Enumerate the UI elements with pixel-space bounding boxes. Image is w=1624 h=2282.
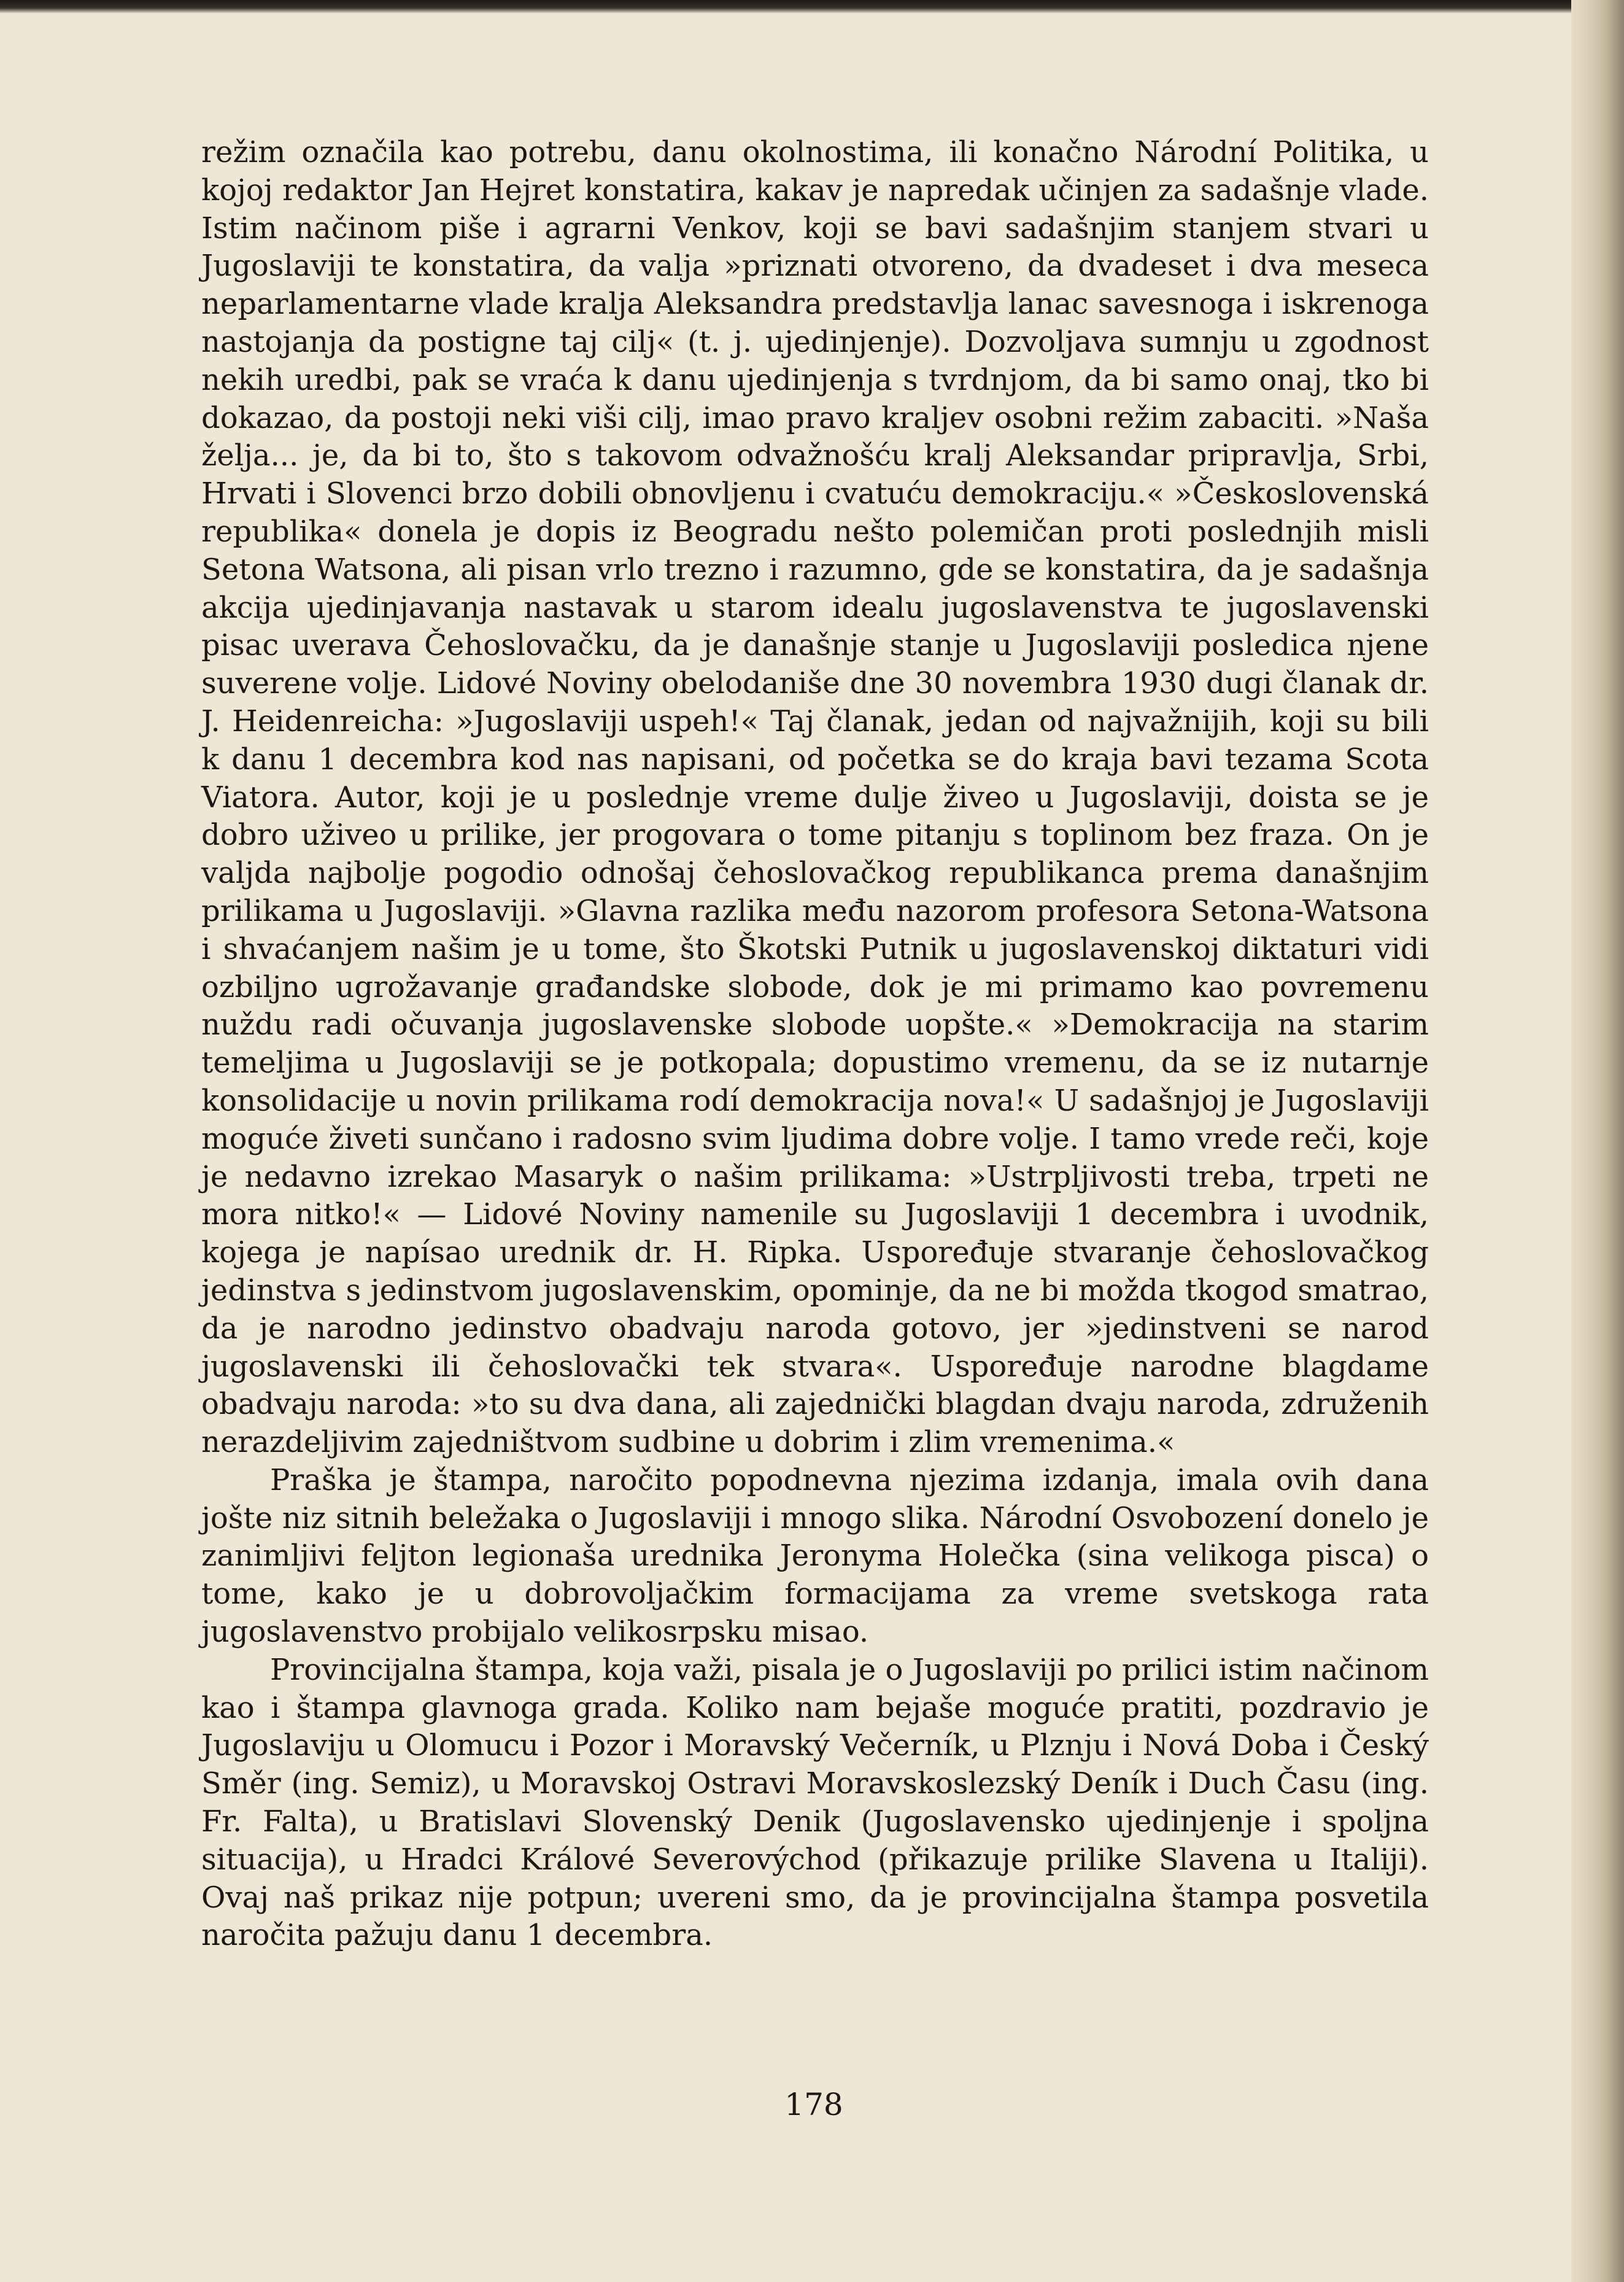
paragraph-3: Provincijalna štampa, koja važi, pisala je o Jugoslaviji po prilici istim načinom kao i štampa glavnoga grada. Koliko nam bejaše moguće pratiti, pozdravio je Jugoslaviju u Olomucu i Pozor i Moravský Večerník, u Plznju i Nová Doba i Český Směr (ing. Semiz), u Moravskoj Ostravi Moravskoslezský Deník i Duch Času (ing. Fr. Falta), u Bratislavi Slovenský Denik (Jugoslavensko ujedinjenje i spoljna situacija), u Hradci Králové Severovýchod (přikazuje prilike Slavena u Italiji). Ovaj naš prikaz nije potpun; uvereni smo, da je provincijalna štampa posvetila naročita pažuju danu 1 decembra. bbox=[201, 1652, 1429, 1953]
body-text bbox=[201, 134, 1429, 1955]
binding-gutter bbox=[1571, 0, 1624, 2282]
page-number: 178 bbox=[784, 2087, 843, 2122]
paragraph-2: Praška je štampa, naročito popodnevna njezima izdanja, imala ovih dana jošte niz sitnih beležaka o Jugoslaviji i mnogo slika. Národní Osvobození donelo je zanimljivi feljton legionaša urednika Jeronyma Holečka (sina velikoga pisca) o tome, kako je u dobrovoljačkim formacijama za vreme svetskoga rata jugoslavenstvo probijalo velikosrpsku misao. bbox=[201, 1462, 1429, 1650]
paragraph-1: režim označila kao potrebu, danu okolnostima, ili konačno Národní Politika, u kojoj redaktor Jan Hejret konstatira, kakav je napredak učinjen za sadašnje vlade. Istim načinom piše i agrarni Venkov, koji se bavi sadašnjim stanjem stvari u Jugoslaviji te konstatira, da valja »priznati otvoreno, da dvadeset i dva meseca neparlamentarne vlade kralja Aleksandra predstavlja lanac savesnoga i iskrenoga nastojanja da postigne taj cilj« (t. j. ujedinjenje). Dozvoljava sumnju u zgodnost nekih uredbi, pak se vraća k danu ujedinjenja s tvrdnjom, da bi samo onaj, tko bi dokazao, da postoji neki viši cilj, imao pravo kraljev osobni režim zabaciti. »Naša želja... je, da bi to, što s takovom odvažnošću kralj Aleksandar pripravlja, Srbi, Hrvati i Slovenci brzo dobili obnovljenu i cvatuću demokraciju.« »Československá republika« donela je dopis iz Beogradu nešto polemičan proti poslednjih misli Setona Watsona, ali pisan vrlo trezno i razumno, gde se konstatira, da je sadašnja akcija ujedinjavanja nastavak u starom idealu jugoslavenstva te jugoslavenski pisac uverava Čehoslovačku, da je današnje stanje u Jugoslaviji posledica njene suverene volje. Lidové Noviny obelodaniše dne 30 novembra 1930 dugi članak dr. J. Heidenreicha: »Jugoslaviji uspeh!« Taj članak, jedan od najvažnijih, koji su bili k danu 1 decembra kod nas napisani, od početka se do kraja bavi tezama Scota Viatora. Autor, koji je u poslednje vreme dulje živeo u Jugoslaviji, doista se je dobro uživeo u prilike, jer progovara o tome pitanju s toplinom bez fraza. On je valjda najbolje pogodio odnošaj čehoslovačkog republikanca prema današnjim prilikama u Jugoslaviji. »Glavna razlika među nazorom profesora Setona-Watsona i shvaćanjem našim je u tome, što Škotski Putnik u jugoslavenskoj diktaturi vidi ozbiljno ugrožavanje građandske slobode, dok je mi primamo kao povremenu nuždu radi očuvanja jugoslavenske slobode uopšte.« »Demokracija na starim temeljima u Jugoslaviji se je potkopala; dopustimo vremenu, da se iz nutarnje konsolidacije u novin prilikama rodí demokracija nova!« U sadašnjoj je Jugoslaviji moguće živeti sunčano i radosno svim ljudima dobre volje. I tamo vrede reči, koje je nedavno izrekao Masaryk o našim prilikama: »Ustrpljivosti treba, trpeti ne mora nitko!« — Lidové Noviny namenile su Jugoslaviji 1 decembra i uvodnik, kojega je napísao urednik dr. H. Ripka. Uspoređuje stvaranje čehoslovačkog jedinstva s jedinstvom jugoslavenskim, opominje, da ne bi možda tkogod smatrao, da je narodno jedinstvo obadvaju naroda gotovo, jer »jedinstveni se narod jugoslavenski ili čehoslovački tek stvara«. Uspoređuje narodne blagdame obadvaju naroda: »to su dva dana, ali zajednički blagdan dvaju naroda, združenih nerazdeljivim zajedništvom sudbine u dobrim i zlim vremenima.« bbox=[201, 135, 1429, 1460]
page-top-edge-shadow bbox=[0, 0, 1624, 14]
